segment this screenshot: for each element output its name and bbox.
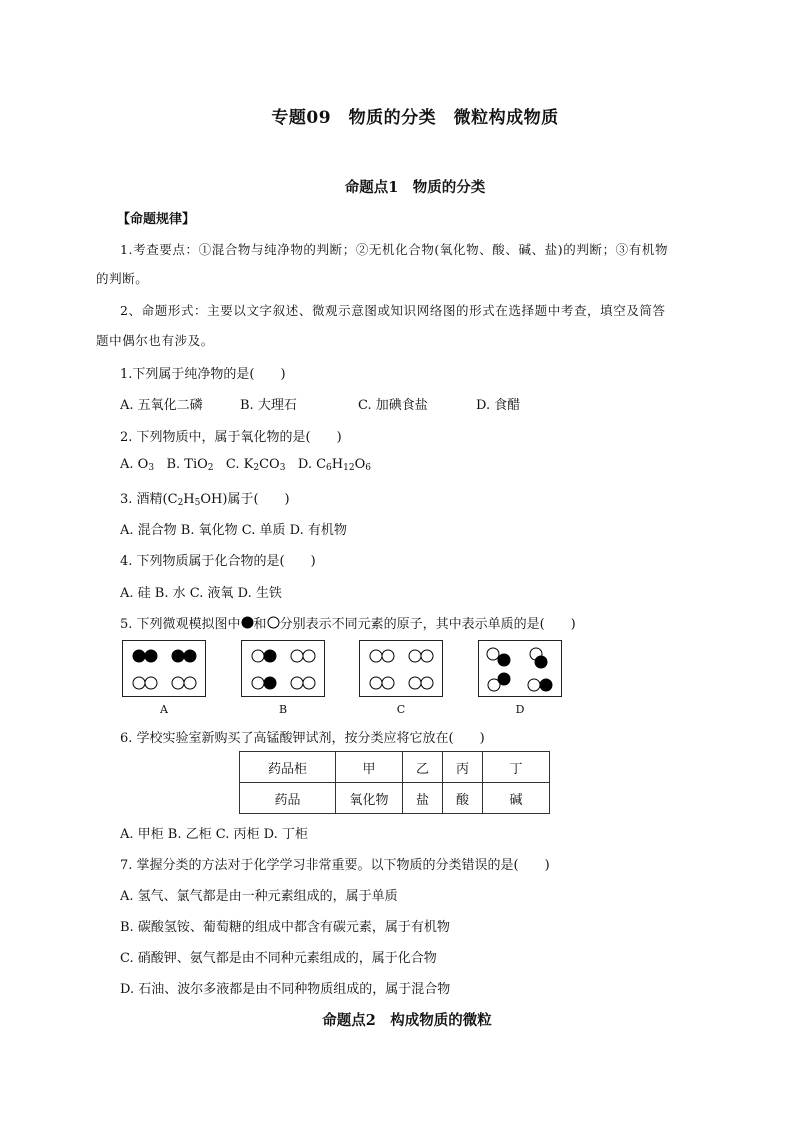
- q3-stem: 3. 酒精$(C_2H_5OH)$属于( ): [120, 492, 290, 508]
- table-row: [240, 783, 550, 814]
- model-c-label: C: [396, 703, 406, 716]
- q6-stem: 6. 学校实验室新购买了高锰酸钾试剂，按分类应将它放在( ): [120, 731, 485, 746]
- table-cell: 乙: [403, 752, 443, 783]
- filled-atom-icon: [241, 616, 254, 629]
- model-b-diagram: [242, 641, 324, 696]
- rule1-line2: 的判断。: [96, 271, 149, 286]
- q3-options: A. 混合物 B. 氧化物 C. 单质 D. 有机物: [120, 523, 347, 538]
- q2-options: A. $O_3$ B. TiO$_2$ C. $K_2CO_3$ D. $C_6H_{12}O_6$: [120, 457, 371, 473]
- q1-option-b: B. 大理石: [240, 398, 297, 413]
- q4-options: A. 硅 B. 水 C. 液氧 D. 生铁: [120, 586, 282, 601]
- model-a-box: [122, 640, 206, 697]
- section2-heading: 命题点2 构成物质的微粒: [322, 1012, 492, 1029]
- model-b-label: B: [278, 703, 288, 716]
- section1-heading: 命题点1 物质的分类: [344, 179, 486, 196]
- q6-options: A. 甲柜 B. 乙柜 C. 丙柜 D. 丁柜: [120, 827, 308, 842]
- rule-label: 【命题规律】: [117, 212, 196, 227]
- q7-option-d: D. 石油、波尔多液都是由不同种物质组成的，属于混合物: [120, 982, 451, 997]
- table-cell: 丁: [483, 752, 550, 783]
- q1-option-a: A. 五氧化二磷: [120, 398, 203, 413]
- model-b-box: [241, 640, 325, 697]
- q1-stem: 1.下列属于纯净物的是( ): [120, 367, 286, 382]
- page-title: 专题09 物质的分类 微粒构成物质: [271, 108, 559, 128]
- cabinet-table: [239, 751, 550, 814]
- table-row: [240, 752, 550, 783]
- model-c-box: [359, 640, 443, 697]
- table-cell: 氧化物: [336, 783, 403, 814]
- model-d-box: [478, 640, 562, 697]
- model-d-diagram: [479, 641, 561, 696]
- table-cell: 丙: [443, 752, 483, 783]
- model-d-label: D: [515, 703, 525, 716]
- table-cell: 盐: [403, 783, 443, 814]
- q7-stem: 7. 掌握分类的方法对于化学学习非常重要。以下物质的分类错误的是( ): [120, 858, 550, 873]
- q7-option-c: C. 硝酸钾、氨气都是由不同种元素组成的，属于化合物: [120, 951, 437, 966]
- table-cell: 药品: [240, 783, 336, 814]
- q1-option-d: D. 食醋: [476, 398, 521, 413]
- table-cell: 甲: [336, 752, 403, 783]
- hollow-atom-icon: [267, 616, 280, 629]
- model-a-diagram: [123, 641, 205, 696]
- q1-option-c: C. 加碘食盐: [358, 398, 428, 413]
- q2-stem: 2. 下列物质中，属于氧化物的是( ): [120, 430, 342, 445]
- table-cell: 碱: [483, 783, 550, 814]
- model-c-diagram: [360, 641, 442, 696]
- rule2-line1: 2、命题形式：主要以文字叙述、微观示意图或知识网络图的形式在选择题中考查，填空及简答: [120, 303, 666, 318]
- q7-option-b: B. 碳酸氢铵、葡萄糖的组成中都含有碳元素，属于有机物: [120, 920, 450, 935]
- rule2-line2: 题中偶尔也有涉及。: [96, 333, 214, 348]
- table-cell: 酸: [443, 783, 483, 814]
- table-cell: 药品柜: [240, 752, 336, 783]
- model-a-label: A: [160, 703, 168, 716]
- rule1-line1: 1.考查要点：①混合物与纯净物的判断；②无机化合物(氧化物、酸、碱、盐)的判断；③有机物: [120, 242, 669, 257]
- q4-stem: 4. 下列物质属于化合物的是( ): [120, 554, 316, 569]
- q5-stem: 5. 下列微观模拟图中 和 分别表示不同元素的原子，其中表示单质的是( ): [120, 617, 576, 632]
- q7-option-a: A. 氢气、氯气都是由一种元素组成的，属于单质: [120, 889, 398, 904]
